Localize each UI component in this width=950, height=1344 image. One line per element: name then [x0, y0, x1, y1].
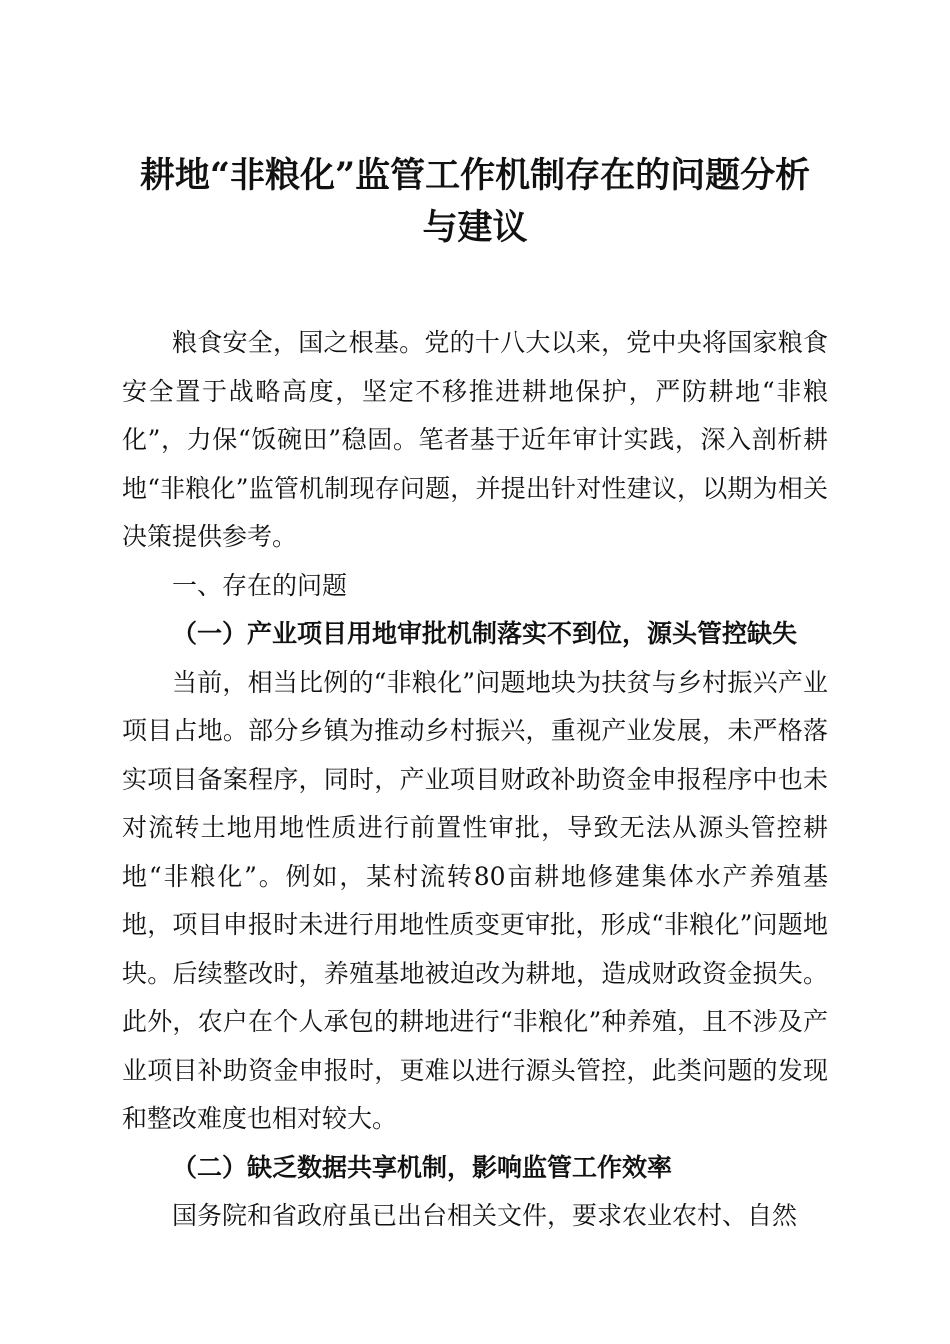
- subsection-1-paragraph: 当前，相当比例的“非粮化”问题地块为扶贫与乡村振兴产业项目占地。部分乡镇为推动乡村振兴，重视产业发展，未严格落实项目备案程序，同时，产业项目财政补助资金申报程序中也未对流转土地用地性质进行前置性审批，导致无法从源头管控耕地“非粮化”。例如，某村流转80亩耕地修建集体水产养殖基地，项目申报时未进行用地性质变更审批，形成“非粮化”问题地块。后续整改时，养殖基地被迫改为耕地，造成财政资金损失。此外，农户在个人承包的耕地进行“非粮化”种养殖，且不涉及产业项目补助资金申报时，更难以进行源头管控，此类问题的发现和整改难度也相对较大。: [122, 667, 828, 1133]
- subsection-heading-2: （二）缺乏数据共享机制，影响监管工作效率: [172, 1152, 673, 1182]
- subsection-2-paragraph: 国务院和省政府虽已出台相关文件，要求农业农村、自然: [172, 1201, 798, 1230]
- section-heading-problems: 一、存在的问题: [172, 570, 348, 600]
- document-title: [100, 150, 850, 254]
- document-body: [122, 319, 828, 1241]
- title-line-1: 耕地“非粮化”监管工作机制存在的问题分析: [139, 155, 811, 196]
- subsection-heading-1: （一）产业项目用地审批机制落实不到位，源头管控缺失: [172, 619, 798, 648]
- intro-paragraph: 粮食安全，国之根基。党的十八大以来，党中央将国家粮食安全置于战略高度，坚定不移推进耕地保护，严防耕地“非粮化”，力保“饭碗田”稳固。笔者基于近年审计实践，深入剖析耕地“非粮化”监管机制现存问题，并提出针对性建议，以期为相关决策提供参考。: [122, 328, 828, 551]
- title-line-2: 与建议: [422, 207, 528, 248]
